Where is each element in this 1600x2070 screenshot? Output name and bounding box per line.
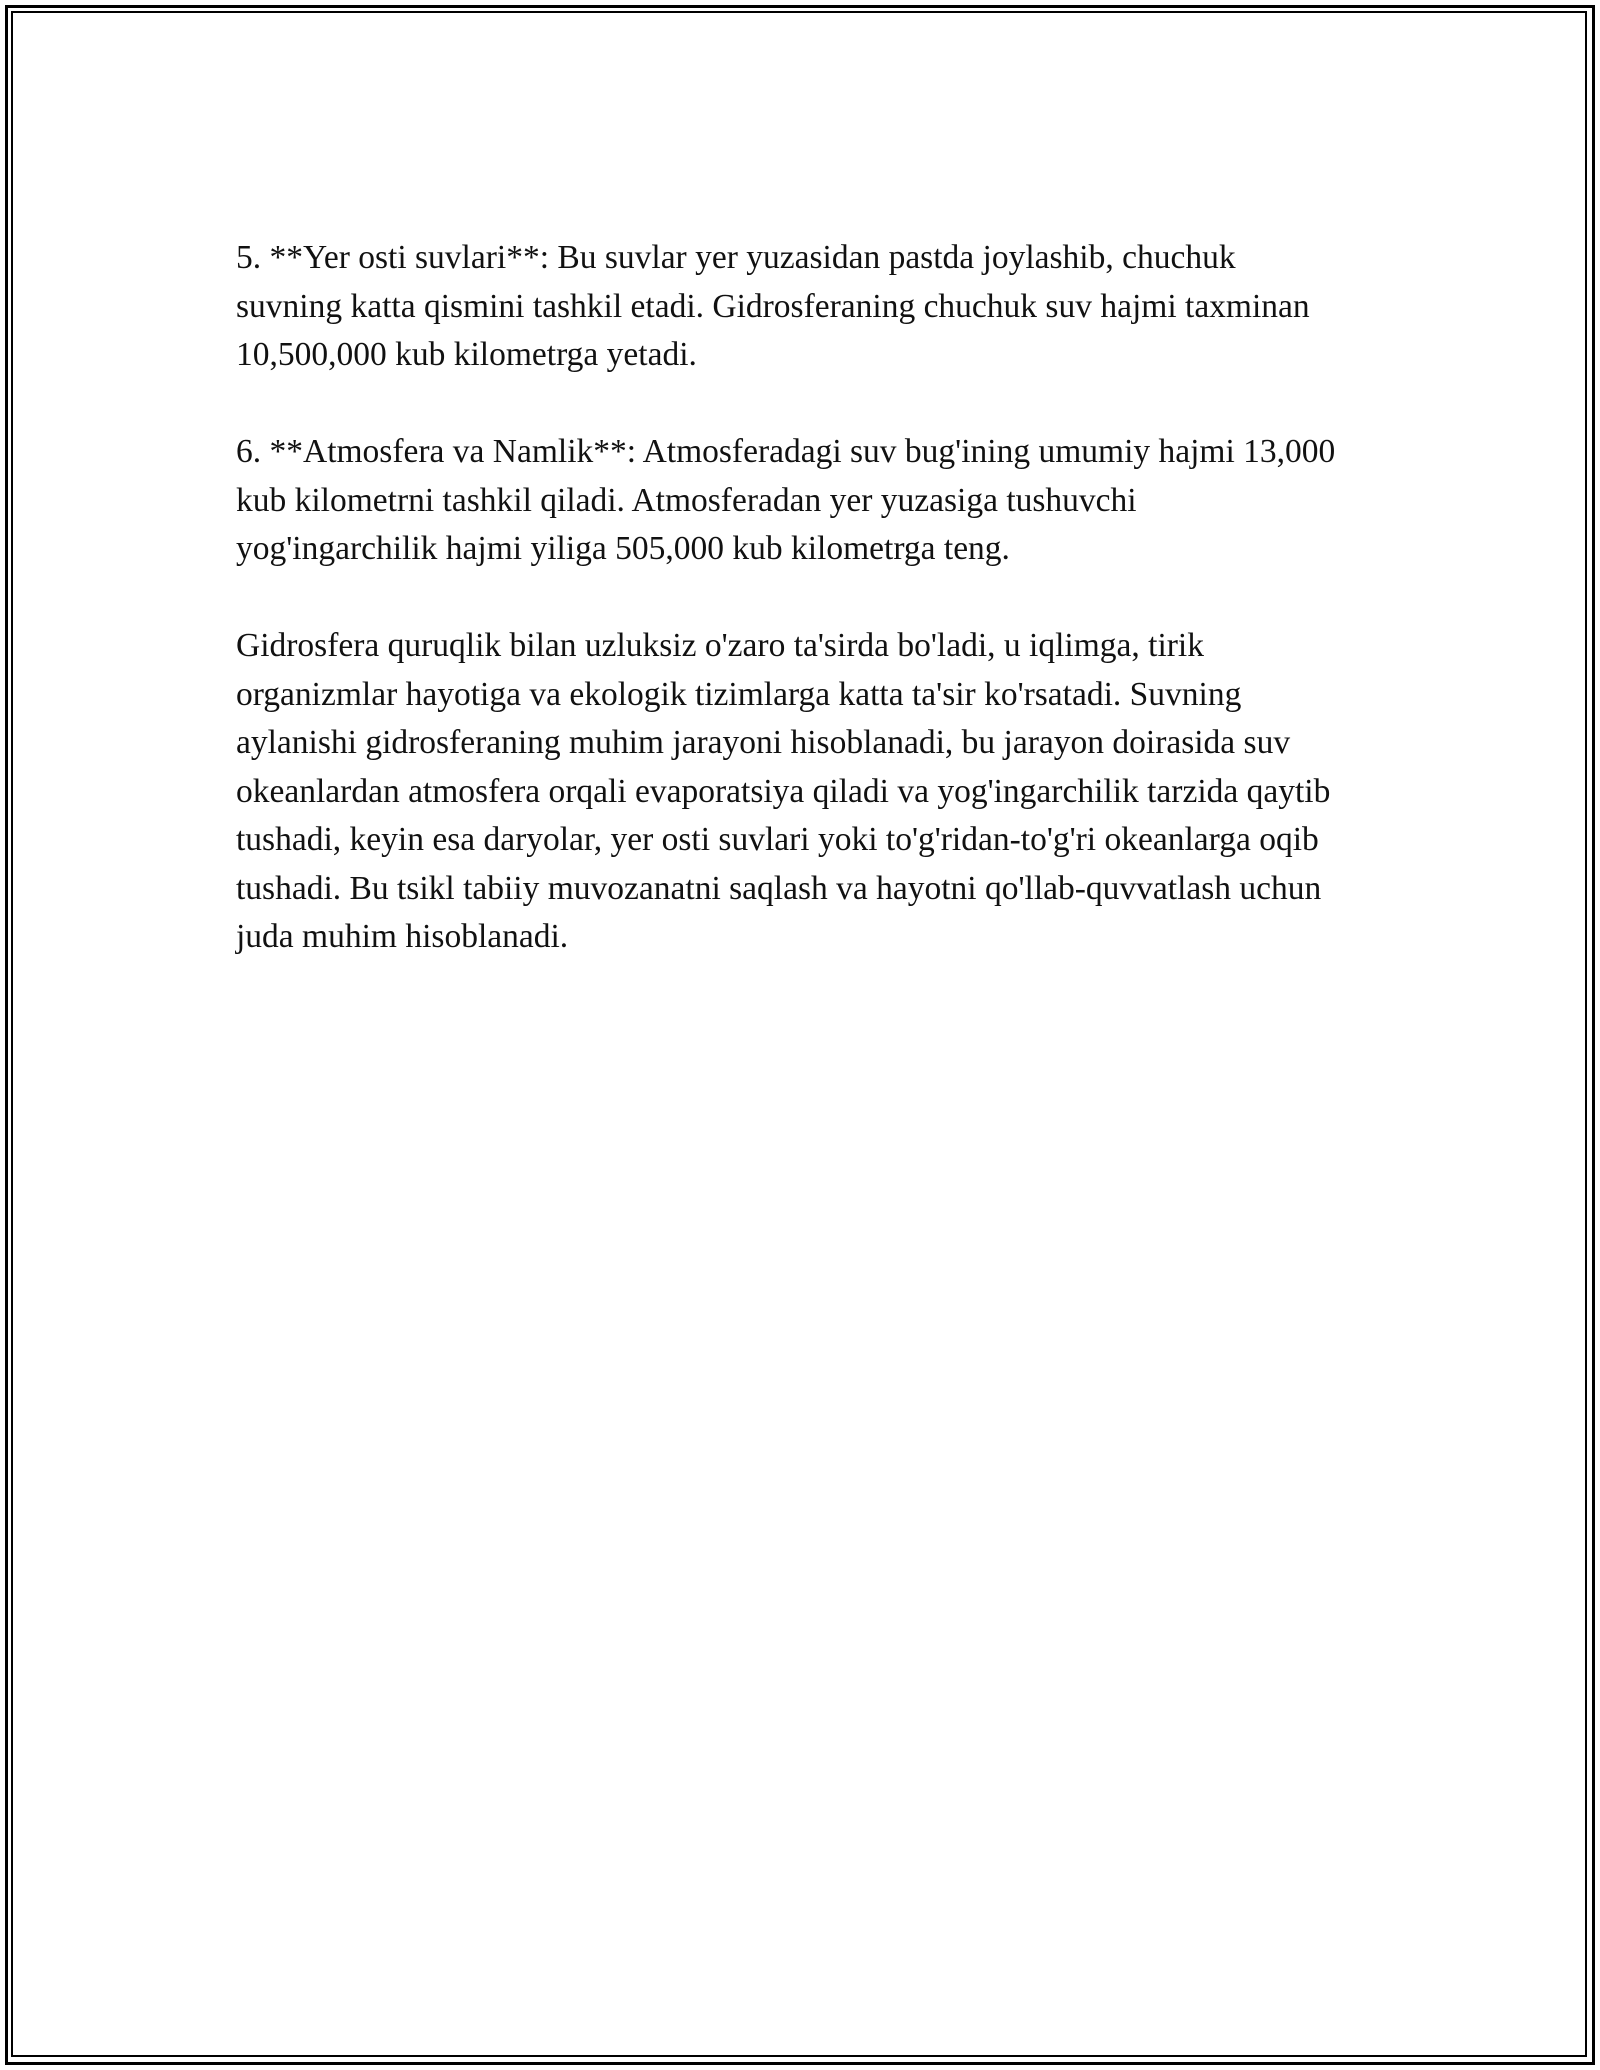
document-body xyxy=(236,234,1346,1010)
paragraph-groundwater: 5. **Yer osti suvlari**: Bu suvlar yer yuzasidan pastda joylashib, chuchuk suvning katta qismini tashkil etadi. Gidrosferaning chuchuk suv hajmi taxminan 10,500,000 kub kilometrga yetadi. xyxy=(236,239,1310,373)
paragraph-atmosphere: 6. **Atmosfera va Namlik**: Atmosferadagi suv bug'ining umumiy hajmi 13,000 kub kilometrni tashkil qiladi. Atmosferadan yer yuzasiga tushuvchi yog'ingarchilik hajmi yiliga 505,000 kub kilometrga teng. xyxy=(236,433,1336,567)
paragraph-water-cycle: Gidrosfera quruqlik bilan uzluksiz o'zaro ta'sirda bo'ladi, u iqlimga, tirik organizmlar hayotiga va ekologik tizimlarga katta ta'sir ko'rsatadi. Suvning aylanishi gidrosferaning muhim jarayoni hisoblanadi, bu jarayon doirasida suv okeanlardan atmosfera orqali evaporatsiya qiladi va yog'ingarchilik tarzida qaytib tushadi, keyin esa daryolar, yer osti suvlari yoki to'g'ridan-to'g'ri okeanlarga oqib tushadi. Bu tsikl tabiiy muvozanatni saqlash va hayotni qo'llab-quvvatlash uchun juda muhim hisoblanadi. xyxy=(236,627,1331,955)
